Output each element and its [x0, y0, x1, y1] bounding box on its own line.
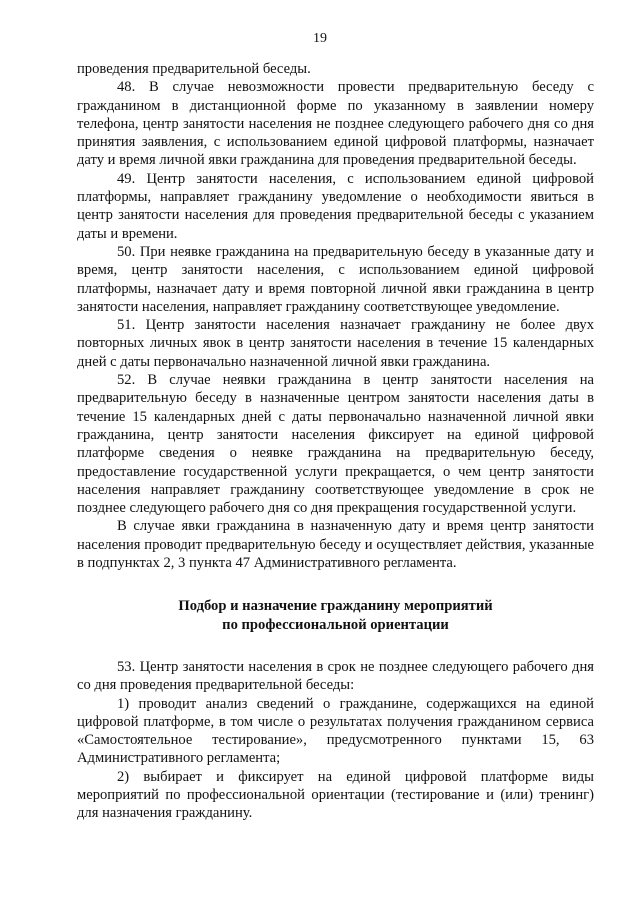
section-heading: [77, 597, 594, 634]
section-heading-line-1: Подбор и назначение гражданину мероприятий: [178, 598, 493, 615]
page-number: 19: [313, 31, 327, 46]
paragraph-53-item-2: 2) выбирает и фиксирует на единой цифровой платформе виды мероприятий по профессиональной ориентации (тестирование и (или) тренинг) для назначения гражданину.: [77, 768, 594, 822]
paragraph-49: 49. Центр занятости населения, с использованием единой цифровой платформы, направляет гражданину уведомление о необходимости явиться в центр занятости населения для проведения предварительной беседы с указанием даты и времени.: [77, 170, 594, 242]
paragraph-51: 51. Центр занятости населения назначает гражданину не более двух повторных личных явок в центр занятости населения в течение 15 календарных дней с даты первоначально назначенной личной явки гражданина.: [77, 317, 594, 370]
document-body: [77, 60, 594, 823]
paragraph-52-continued: В случае явки гражданина в назначенную дату и время центр занятости населения проводит предварительную беседу и осуществляет действия, указанные в подпунктах 2, 3 пункта 47 Административного регламента.: [77, 518, 594, 572]
paragraph-48: 48. В случае невозможности провести предварительную беседу с гражданином в дистанционной форме по указанному в заявлении номеру телефона, центр занятости населения не позднее следующего рабочего дня со дня принятия заявления, с использованием единой цифровой платформы, назначает дату и время личной явки гражданина для проведения предварительной беседы.: [77, 79, 594, 169]
paragraph-50: 50. При неявке гражданина на предварительную беседу в указанные дату и время, центр занятости населения, с использованием единой цифровой платформы, назначает дату и время повторной личной явки гражданина в центр занятости населения, направляет гражданину соответствующее уведомление.: [77, 243, 594, 315]
paragraph-53: 53. Центр занятости населения в срок не позднее следующего рабочего дня со дня проведения предварительной беседы:: [77, 658, 594, 694]
paragraph-53-item-1: 1) проводит анализ сведений о гражданине, содержащихся на единой цифровой платформе, в том числе о результатах получения гражданином сервиса «Самостоятельное тестирование», предусмотренного пунктами 15, 63 Административного регламента;: [77, 695, 594, 767]
paragraph-continuation: проведения предварительной беседы.: [77, 61, 311, 77]
paragraph-52: 52. В случае неявки гражданина в центр занятости населения на предварительную беседу в назначенные центром занятости населения даты в течение 15 календарных дней с даты первоначально назначенной личной явки гражданина, центр занятости населения фиксирует на единой цифровой платформе сведения о неявке гражданина на предварительную беседу, предоставление государственной услуги прекращается, о чем центр занятости населения направляет гражданину соответствующее уведомление в срок не позднее следующего рабочего дня со дня прекращения государственной услуги.: [77, 372, 594, 517]
section-heading-line-2: по профессиональной ориентации: [222, 616, 449, 633]
